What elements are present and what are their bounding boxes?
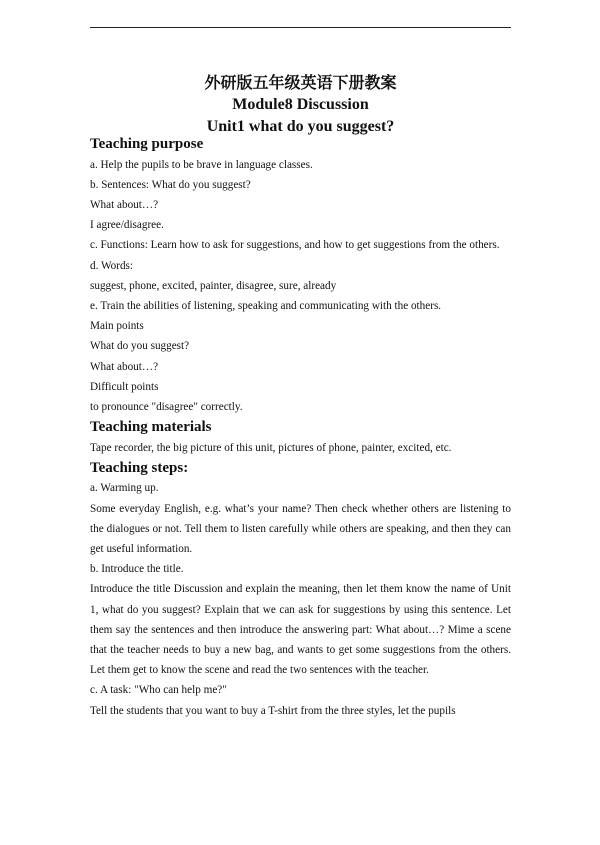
- difficult-points-label: Difficult points: [90, 380, 159, 393]
- main-points-label: Main points: [90, 320, 144, 333]
- header-rule: [90, 27, 511, 28]
- step-label: c. A task: "Who can help me?": [90, 684, 227, 697]
- purpose-line: e. Train the abilities of listening, speaking and communicating with the others.: [90, 299, 442, 312]
- step-paragraph: Tell the students that you want to buy a T-shirt from the three styles, let the pupils: [90, 704, 456, 717]
- heading-teaching-steps: Teaching steps:: [90, 459, 189, 476]
- purpose-line: d. Words:: [90, 259, 134, 272]
- purpose-line: to pronounce "disagree" correctly.: [90, 400, 243, 413]
- step-paragraph: Some everyday English, e.g. what’s your name? Then check whether others are listening to the dialogues or not. Tell them to listen carefully while others are speaking, and then they can get useful information.: [90, 502, 511, 555]
- step-paragraph: Introduce the title Discussion and explain the meaning, then let them know the name of Unit 1, what do you suggest? Explain that we can ask for suggestions by using this sentence. Let them say the sentences and then introduce the answering part: What about…? Mime a scene that the teacher needs to buy a new bag, and wants to get some suggestions from the others. Let them get to know the scene and read the two sentences with the teacher.: [90, 583, 511, 677]
- title-unit: Unit1 what do you suggest?: [206, 118, 395, 135]
- purpose-line: b. Sentences: What do you suggest?: [90, 178, 251, 191]
- heading-teaching-materials: Teaching materials: [90, 419, 212, 436]
- purpose-line: suggest, phone, excited, painter, disagree, sure, already: [90, 279, 337, 292]
- purpose-line: I agree/disagree.: [90, 219, 164, 232]
- document-body: [90, 134, 511, 721]
- step-label: a. Warming up.: [90, 482, 159, 495]
- purpose-line: a. Help the pupils to be brave in language classes.: [90, 158, 313, 171]
- title-block: [90, 72, 511, 138]
- title-chinese: 外研版五年级英语下册教案: [204, 73, 397, 92]
- purpose-line: What do you suggest?: [90, 340, 190, 353]
- materials-text: Tape recorder, the big picture of this unit, pictures of phone, painter, excited, etc.: [90, 441, 452, 454]
- title-module: Module8 Discussion: [232, 96, 369, 113]
- purpose-line: What about…?: [90, 360, 159, 373]
- purpose-line: What about…?: [90, 198, 159, 211]
- heading-teaching-purpose: Teaching purpose: [90, 136, 204, 152]
- step-label: b. Introduce the title.: [90, 563, 184, 576]
- purpose-line: c. Functions: Learn how to ask for suggestions, and how to get suggestions from the others.: [90, 239, 500, 252]
